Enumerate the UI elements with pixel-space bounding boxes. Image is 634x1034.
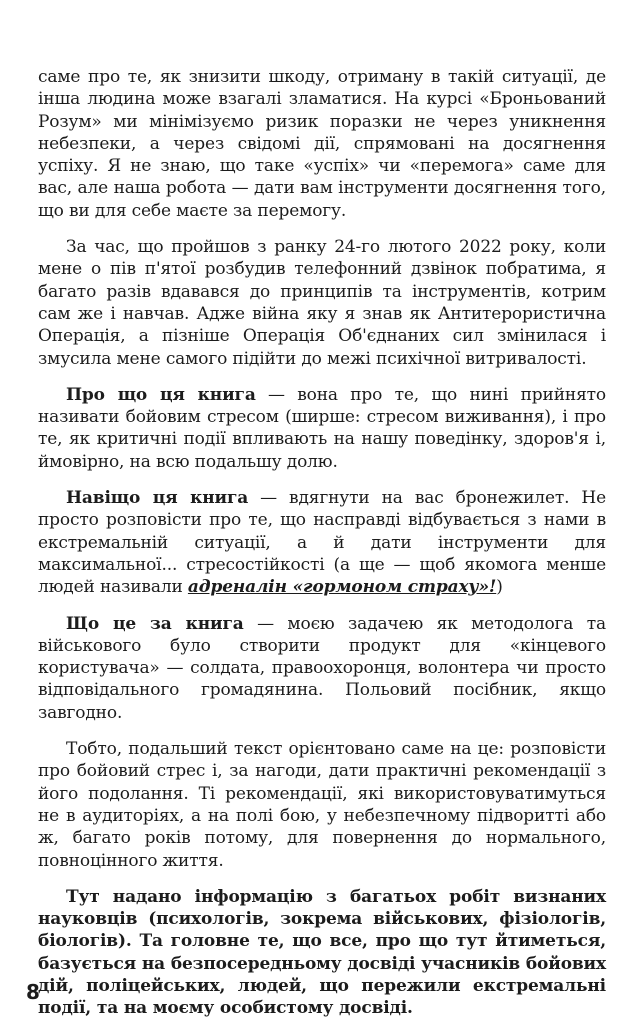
- paragraph-lead: Про що ця книга: [66, 384, 256, 405]
- paragraph-text: — вона про те, що нині прийнято називати бойовим стресом (ширше: стресом виживання), і про те, як критичні події впливають на нашу поведінку, здоров'я і, ймовірно, на всю подальшу долю.: [38, 384, 606, 472]
- page-number: 8: [26, 980, 40, 1004]
- paragraph-lead: Що це за книга: [66, 613, 244, 634]
- paragraph-war-experience: [38, 236, 606, 370]
- paragraph-text: Тобто, подальший текст орієнтовано саме на це: розповісти про бойовий стрес і, за нагоди, дати практичні рекомендації з його подолання. Ті рекомендації, які використовуватимуться не в аудиторіях, а на полі бою, у небезпечному підвориттi або ж, багато років потому, для повернення до нормального, повноцінного життя.: [38, 739, 606, 871]
- emphasized-phrase: адреналін «гормоном страху»!: [187, 577, 497, 598]
- paragraph-tail: ): [496, 577, 503, 598]
- paragraph-text-bold: Тут надано інформацію з багатьох робіт визнаних науковців (психологів, зокрема військових, фізіологів, біологів). Та головне те, що все, про що тут йтиметься, базується на безпосередньому досвіді учасників бойових дій, поліцейських, людей, що пережили екстремальні події, та на моєму особистому досвіді.: [38, 886, 606, 1019]
- paragraph-text: саме про те, як знизити шкоду, отриману в такій ситуації, де інша людина може взагалі зламатися. На курсі «Броньований Розум» ми мінімізуємо ризик поразки не через уникнення небезпеки, а через свідомі дії, спрямовані на досягнення успіху. Я не знаю, що таке «успіх» чи «перемога» саме для вас, але наша робота — дати вам інструменти досягнення того, що ви для себе маєте за перемогу.: [38, 67, 606, 221]
- paragraph-purpose: [38, 738, 606, 872]
- paragraph-text: За час, що пройшов з ранку 24-го лютого 2022 року, коли мене о пів п'ятої розбудив телефонний дзвінок побратима, я багато разів вдавався до принципів та інструментів, котрим сам же і навчав. Адже війна яку я знав як Антитерористична Операція, а пізніше Операція Об'єднаних сил змінилася і змусила мене самого підійти до межі психічної витривалості.: [38, 237, 606, 369]
- paragraph-sources: [38, 886, 606, 1020]
- paragraph-intro-continuation: [38, 66, 606, 222]
- book-page-text: [38, 66, 606, 1034]
- paragraph-text: — моєю задачею як методолога та військового було створити продукт для «кінцевого користувача» — солдата, правоохоронця, волонтера чи просто відповідального громадянина. Польовий посібник, якщо завгодно.: [38, 613, 606, 723]
- paragraph-why-book: [38, 487, 606, 598]
- paragraph-about-book: [38, 384, 606, 473]
- paragraph-lead: Навіщо ця книга: [66, 488, 249, 509]
- paragraph-what-book: [38, 613, 606, 724]
- paragraph-text: — вдягнути на вас бронежилет. Не просто розповісти про те, що насправді відбувається з нами в екстремальній ситуації, а й дати інструменти для максимальної... стресостійкості (а ще — щоб якомога менше людей називали: [38, 488, 606, 598]
